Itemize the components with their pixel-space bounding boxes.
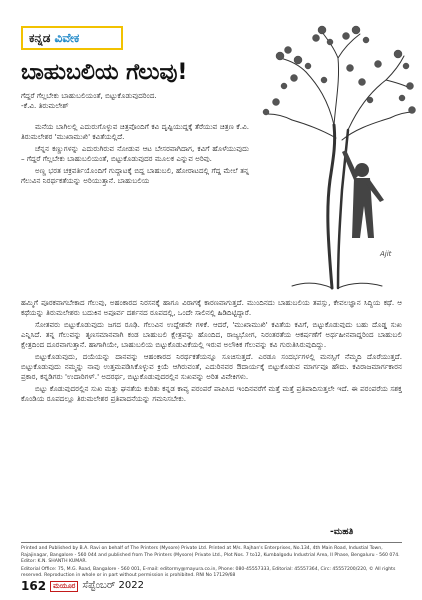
imprint-line: Printed and Published by B.A. Ravi on behalf of The Printers (Mysore) Private Ltd. Printed at M/s. Rajhan's Enterprises, No.134, 4th Main Road, Industial Town, Rajajinagar, Bangalore - 560 044 and published from The Printers (Mysore) Private Ltd., Plot Nos. 7 to12, Kumbalgodu Industrial Area, II Phase, Bengaluru - 560 074. Editor: K.N. SHANTH KUMAR. — [21, 546, 400, 564]
body-paragraph: ಹಮ್ಮಿಗೆ ಪೂರಕವಾಗಬೇಕಾದ ಗೆಲುವು, ಅಹಂಕಾರದ ನಿರಸನಕ್ಕೆ ಹಾಗೂ ವಿರಾಗಕ್ಕೆ ಕಾರಣವಾಗುತ್ತದೆ. ಮುಂದಿನದು ಬಾಹುಬಲಿಯ ತಪಸ್ಸು, ಕೇವಲಜ್ಞಾನ ಸಿದ್ಧಿಯ ಕಥೆ. ಆ ಕಥೆಯನ್ನು ತಿರುಮಲೇಶರು ಬದುಕಿನ ಅಪೂರ್ವ ದರ್ಶನದ ರೂಪದಲ್ಲಿ, ಒಂದೇ ಸಾಲಿನಲ್ಲಿ ಹಿಡಿದಿಟ್ಟಿದ್ದಾರೆ. — [21, 298, 402, 317]
subline: ಗೆದ್ದರೆ ಗೆಲ್ಲಬೇಕು ಬಾಹುಬಲಿಯಂತೆ, ಬಿಟ್ಟುಕೊಡುವುದರಿಂದ. -ಕೆ.ವಿ. ತಿರುಮಲೇಶ್ — [21, 91, 157, 110]
body-top — [21, 122, 249, 186]
tree-figure-illustration — [258, 20, 418, 290]
body-paragraph: ಬಿಟ್ಟುಕೊಡುವುದು, ದಯೆಯನ್ನು ದಾನವನ್ನು ಆಹಂಕಾರದ ನಿರರ್ಥಕತೆಯನ್ನೂ ಸೂಚಿಸುತ್ತದೆ. ಎರಡೂ ಸಂದರ್ಭಗಳಲ್ಲಿ ಮನಸ್ಸಿಗೆ ನೆಮ್ಮದಿ ದೊರೆಯುತ್ತದೆ. ಬಿಟ್ಟುಕೊಡುವುದು ನಮ್ಮನ್ನು ನಾವು ಉತ್ತಮಪಡಿಸಿಕೊಳ್ಳುವ ಕ್ರಿಯೆ ಆಗಿರುವಂತೆ, ಎದುರಿನವರ ಔದಾರ್ಯಕ್ಕೆ ಬಿಟ್ಟುಕೊಡುವ ಮಾರ್ಗವೂ ಹೌದು. ಕವಿರಾಜಮಾರ್ಗಕಾರನ ಪ್ರಕಾರ, ಕನ್ನಡಿಗರು 'ಉದಾರಿಗಳ್.' ಅದರರ್ಥ, ಬಿಟ್ಟುಕೊಡುವುದರಲ್ಲಿನ ಸುಖವನ್ನು ಅರಿತ ವಿವೇಕಿಗಳು. — [21, 352, 402, 381]
imprint-line: Editorial Office: 75, M.G. Road, Bangalore - 560 001, E-mail: editormy@mayura.co.in, Phone: 080-45557333, Editorial: 45557364, Circ: 45557200/220, © All rights reserved. Reproduction in whole or in part without permission is prohibited. RNI No 17129/68 — [21, 566, 396, 578]
column-tag-prefix: ಕನ್ನಡ — [29, 31, 51, 45]
issue-date: ಸೆಪ್ಟೆಂಬರ್ 2022 — [82, 580, 144, 591]
page-number: 162 — [21, 579, 47, 593]
column-tag — [21, 26, 123, 50]
body-paragraph: ಅಣ್ಣ ಭರತ ಚಕ್ರವರ್ತಿಯೊಂದಿಗೆ ಗುದ್ದಾಟಕ್ಕೆ ಬಿದ್ದ ಬಾಹುಬಲಿ, ಹೋರಾಟದಲ್ಲಿ ಗೆದ್ದ ಮೇಲೆ ತನ್ನ ಗೆಲುವಿನ ನಿರರ್ಥಕತೆಯನ್ನು ಅರಿಯುತ್ತಾನೆ. ಬಾಹುಬಲಿಯ — [21, 166, 249, 185]
body-paragraph: ಸೋತವರು ಬಿಟ್ಟುಕೊಡುವುದು ಜಗದ ರೂಢಿ. ಗೆಲುವಿನ ಉದ್ದೇಶವೇ ಗಳಿಕೆ. ಆದರೆ, 'ಮುಖಾಮುಖಿ' ಕವಿತೆಯ ಕವಿಗೆ, ಬಿಟ್ಟುಕೊಡುವುದು ಬಹು ದೊಡ್ಡ ಸುಖ ಎನ್ನಿಸಿದೆ. ತನ್ನ ಗೆಲುವನ್ನು ತೃಣಸಮಾನವಾಗಿ ಕಂಡ ಬಾಹುಬಲಿ ಕ್ಷೇತ್ರವನ್ನು ಹೊಂದಿದ, ರಾಜ್ಯಭೋಗ, ನಿರಂತರತೆಯ ಆಕರ್ಷಣೆಗೆ ಅರ್ಥಹೀನವಾದ್ದರಿಂದ ಬಾಹುಬಲಿ ಕ್ಷೇತ್ರದಿಂದ ದೂರವಾಗುತ್ತಾನೆ. ಹಾಗಾಗಿಯೇ, ಬಾಹುಬಲಿಯ ಬಿಟ್ಟುಕೊಡುವಿಕೆಯಲ್ಲಿ ಇರುವ ಅಲೌಕಿಕ ಗೆಲುವನ್ನು ಕವಿ ಗುರುತಿಸಿರುವುದಿದ್ದು. — [21, 320, 402, 349]
imprint — [21, 546, 402, 580]
author-signoff: -ಮಹತಿ — [330, 527, 354, 537]
magazine-logo: ಮಯೂರ — [50, 581, 78, 592]
headline: ಬಾಹುಬಲಿಯ ಗೆಲುವು! — [21, 60, 188, 85]
body-paragraph: ಮನೆಯ ಬಾಗಿಲಲ್ಲಿ ಎದುರುಗೊಳ್ಳುವ ಚಿತ್ರವೊಂದಿಗೆ ಕವಿ ದೃಷ್ಟಿಯುದ್ದಕ್ಕೆ ತೆರೆಯುವ ಚಿತ್ರಣ ಕೆ.ವಿ. ತಿರುಮಲೇಶರ 'ಮುಖಾಮುಖಿ' ಕವಿತೆಯಲ್ಲಿದೆ. — [21, 122, 249, 141]
page-footer — [21, 578, 144, 594]
illustration-signature: Ajit — [380, 250, 392, 258]
imprint-divider — [21, 542, 402, 543]
body-paragraph: ಚೆನ್ನನ ಕಣ್ಣುಗಳನ್ನು ಎದುರುಗಿರುವ ನೋಡುವ ಆಟ ಬೇಸರವಾಗಿದಾಗ, ಕವಿಗೆ ಹೊಳೆಯುವುದು – ಗೆದ್ದರೆ ಗೆಲ್ಲಬೇಕು ಬಾಹುಬಲಿಯಂತೆ, ಬಿಟ್ಟುಕೊಡುವುದರ ಮೂಲಕ ಎನ್ನುವ ಅರಿವು. — [21, 144, 249, 163]
body-paragraph: ಬಿಟ್ಟು ಕೊಡುವುದರಲ್ಲಿನ ಸುಖ ಮತ್ತು ಘನತೆಯ ಕುರಿತು ಕನ್ನಡ ಕಾವ್ಯ ಪರಂಪರೆ ಪಾಪಿಸಿದ ಇಂದಿನವರೆಗೆ ಮತ್ತೆ ಮತ್ತೆ ಪ್ರತಿಪಾದಿಸುತ್ತಲೇ ಇದೆ. ಈ ಪರಂಪರೆಯ ಸಶಕ್ತ ಕೊಂಡಿಯ ರೂಪದಲ್ಲೂ ತಿರುಮಲೇಶರ ಪ್ರತಿಪಾದನೆಯನ್ನು ಗಮನಿಸಬೇಕು. — [21, 384, 402, 403]
column-tag-highlight: ವಿವೇಕ — [54, 31, 80, 45]
body-bottom — [21, 298, 402, 404]
